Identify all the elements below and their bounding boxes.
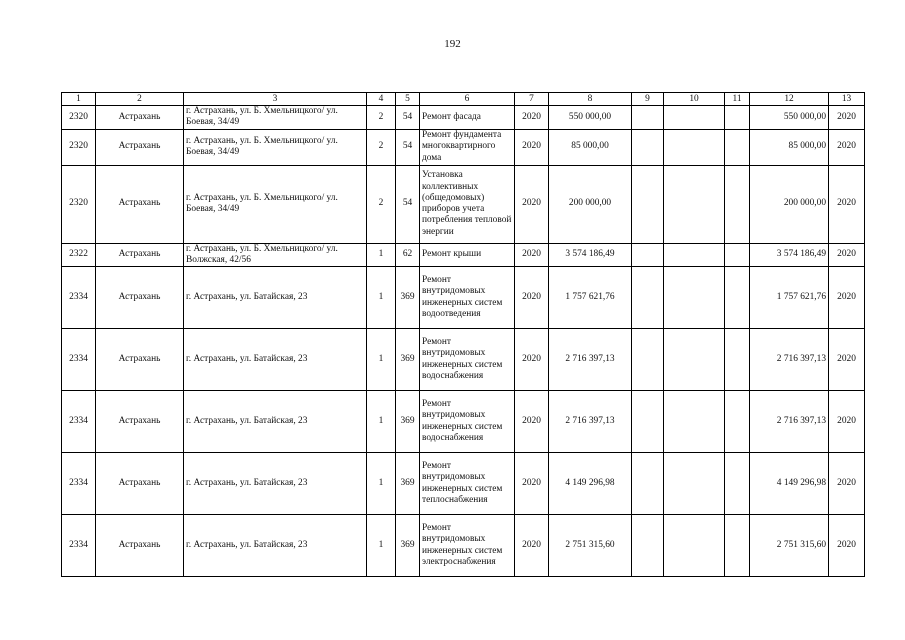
cell-col-2: Астрахань <box>96 391 184 453</box>
cell-col-8: 3 574 186,49 <box>549 243 632 267</box>
cell-col-8: 85 000,00 <box>549 129 632 165</box>
cell-col-12: 2 716 397,13 <box>750 391 829 453</box>
cell-col-2: Астрахань <box>96 106 184 130</box>
cell-col-5: 369 <box>396 515 420 577</box>
cell-col-11 <box>725 391 750 453</box>
cell-col-3: г. Астрахань, ул. Батайская, 23 <box>184 267 367 329</box>
cell-col-12: 200 000,00 <box>750 165 829 243</box>
table-row <box>62 453 865 515</box>
cell-col-2: Астрахань <box>96 267 184 329</box>
cell-col-1: 2334 <box>62 391 96 453</box>
cell-col-11 <box>725 267 750 329</box>
cell-col-13: 2020 <box>829 165 865 243</box>
cell-col-5: 369 <box>396 329 420 391</box>
cell-col-12: 1 757 621,76 <box>750 267 829 329</box>
cell-col-3: г. Астрахань, ул. Батайская, 23 <box>184 515 367 577</box>
cell-col-10 <box>664 267 725 329</box>
cell-col-7: 2020 <box>515 165 549 243</box>
cell-col-4: 1 <box>367 453 396 515</box>
cell-col-3: г. Астрахань, ул. Б. Хмельницкого/ ул. Боевая, 34/49 <box>184 106 367 130</box>
cell-col-7: 2020 <box>515 391 549 453</box>
cell-col-13: 2020 <box>829 391 865 453</box>
cell-col-11 <box>725 329 750 391</box>
cell-col-7: 2020 <box>515 243 549 267</box>
cell-col-10 <box>664 129 725 165</box>
column-header: 4 <box>367 93 396 106</box>
cell-col-2: Астрахань <box>96 453 184 515</box>
cell-col-1: 2334 <box>62 515 96 577</box>
cell-col-5: 62 <box>396 243 420 267</box>
cell-col-4: 1 <box>367 515 396 577</box>
repair-schedule-table <box>61 92 865 577</box>
cell-col-8: 2 716 397,13 <box>549 329 632 391</box>
cell-col-6: Установка коллективных (общедомовых) приборов учета потребления тепловой энергии <box>420 165 515 243</box>
cell-col-7: 2020 <box>515 106 549 130</box>
column-header: 1 <box>62 93 96 106</box>
table-row <box>62 165 865 243</box>
table-row <box>62 106 865 130</box>
header-row <box>62 93 865 106</box>
cell-col-5: 369 <box>396 453 420 515</box>
cell-col-6: Ремонт фасада <box>420 106 515 130</box>
cell-col-9 <box>632 515 664 577</box>
cell-col-9 <box>632 391 664 453</box>
cell-col-7: 2020 <box>515 453 549 515</box>
cell-col-13: 2020 <box>829 129 865 165</box>
cell-col-8: 1 757 621,76 <box>549 267 632 329</box>
cell-col-2: Астрахань <box>96 165 184 243</box>
column-header: 9 <box>632 93 664 106</box>
cell-col-6: Ремонт внутридомовых инженерных систем электроснабжения <box>420 515 515 577</box>
cell-col-4: 1 <box>367 267 396 329</box>
table-row <box>62 243 865 267</box>
cell-col-3: г. Астрахань, ул. Батайская, 23 <box>184 391 367 453</box>
cell-col-13: 2020 <box>829 329 865 391</box>
cell-col-1: 2320 <box>62 165 96 243</box>
cell-col-5: 54 <box>396 165 420 243</box>
column-header: 11 <box>725 93 750 106</box>
cell-col-10 <box>664 391 725 453</box>
cell-col-2: Астрахань <box>96 243 184 267</box>
column-header: 5 <box>396 93 420 106</box>
column-header: 10 <box>664 93 725 106</box>
cell-col-11 <box>725 106 750 130</box>
cell-col-10 <box>664 243 725 267</box>
cell-col-11 <box>725 165 750 243</box>
cell-col-12: 2 716 397,13 <box>750 329 829 391</box>
cell-col-10 <box>664 165 725 243</box>
cell-col-12: 2 751 315,60 <box>750 515 829 577</box>
cell-col-5: 369 <box>396 391 420 453</box>
column-header: 2 <box>96 93 184 106</box>
cell-col-4: 1 <box>367 391 396 453</box>
cell-col-8: 4 149 296,98 <box>549 453 632 515</box>
cell-col-1: 2322 <box>62 243 96 267</box>
column-header: 13 <box>829 93 865 106</box>
cell-col-10 <box>664 106 725 130</box>
cell-col-12: 3 574 186,49 <box>750 243 829 267</box>
cell-col-9 <box>632 106 664 130</box>
cell-col-9 <box>632 453 664 515</box>
cell-col-4: 2 <box>367 165 396 243</box>
cell-col-6: Ремонт внутридомовых инженерных систем теплоснабжения <box>420 453 515 515</box>
cell-col-12: 4 149 296,98 <box>750 453 829 515</box>
cell-col-1: 2320 <box>62 129 96 165</box>
cell-col-3: г. Астрахань, ул. Батайская, 23 <box>184 453 367 515</box>
cell-col-2: Астрахань <box>96 329 184 391</box>
cell-col-10 <box>664 453 725 515</box>
cell-col-9 <box>632 329 664 391</box>
cell-col-1: 2334 <box>62 453 96 515</box>
cell-col-13: 2020 <box>829 453 865 515</box>
cell-col-6: Ремонт внутридомовых инженерных систем водоснабжения <box>420 391 515 453</box>
table-row <box>62 329 865 391</box>
cell-col-4: 1 <box>367 243 396 267</box>
cell-col-5: 54 <box>396 106 420 130</box>
cell-col-3: г. Астрахань, ул. Б. Хмельницкого/ ул. Волжская, 42/56 <box>184 243 367 267</box>
cell-col-5: 54 <box>396 129 420 165</box>
table-row <box>62 129 865 165</box>
column-header: 3 <box>184 93 367 106</box>
cell-col-7: 2020 <box>515 515 549 577</box>
column-header: 12 <box>750 93 829 106</box>
cell-col-8: 2 751 315,60 <box>549 515 632 577</box>
cell-col-8: 550 000,00 <box>549 106 632 130</box>
cell-col-11 <box>725 515 750 577</box>
cell-col-1: 2320 <box>62 106 96 130</box>
cell-col-1: 2334 <box>62 329 96 391</box>
cell-col-9 <box>632 129 664 165</box>
cell-col-9 <box>632 165 664 243</box>
cell-col-8: 200 000,00 <box>549 165 632 243</box>
table-row <box>62 391 865 453</box>
cell-col-13: 2020 <box>829 106 865 130</box>
cell-col-13: 2020 <box>829 267 865 329</box>
column-header: 8 <box>549 93 632 106</box>
cell-col-11 <box>725 453 750 515</box>
cell-col-1: 2334 <box>62 267 96 329</box>
cell-col-6: Ремонт крыши <box>420 243 515 267</box>
cell-col-13: 2020 <box>829 515 865 577</box>
cell-col-4: 1 <box>367 329 396 391</box>
cell-col-7: 2020 <box>515 267 549 329</box>
cell-col-5: 369 <box>396 267 420 329</box>
cell-col-10 <box>664 329 725 391</box>
cell-col-6: Ремонт внутридомовых инженерных систем водоснабжения <box>420 329 515 391</box>
cell-col-4: 2 <box>367 129 396 165</box>
cell-col-9 <box>632 243 664 267</box>
cell-col-3: г. Астрахань, ул. Б. Хмельницкого/ ул. Боевая, 34/49 <box>184 129 367 165</box>
cell-col-13: 2020 <box>829 243 865 267</box>
cell-col-12: 550 000,00 <box>750 106 829 130</box>
cell-col-6: Ремонт внутридомовых инженерных систем водоотведения <box>420 267 515 329</box>
cell-col-3: г. Астрахань, ул. Б. Хмельницкого/ ул. Боевая, 34/49 <box>184 165 367 243</box>
table-row <box>62 267 865 329</box>
cell-col-12: 85 000,00 <box>750 129 829 165</box>
cell-col-9 <box>632 267 664 329</box>
column-header: 7 <box>515 93 549 106</box>
cell-col-2: Астрахань <box>96 129 184 165</box>
cell-col-8: 2 716 397,13 <box>549 391 632 453</box>
page-number: 192 <box>444 38 461 50</box>
cell-col-2: Астрахань <box>96 515 184 577</box>
cell-col-11 <box>725 129 750 165</box>
cell-col-4: 2 <box>367 106 396 130</box>
cell-col-10 <box>664 515 725 577</box>
table-row <box>62 515 865 577</box>
cell-col-7: 2020 <box>515 329 549 391</box>
cell-col-7: 2020 <box>515 129 549 165</box>
cell-col-11 <box>725 243 750 267</box>
cell-col-3: г. Астрахань, ул. Батайская, 23 <box>184 329 367 391</box>
column-header: 6 <box>420 93 515 106</box>
cell-col-6: Ремонт фундамента многоквартирного дома <box>420 129 515 165</box>
